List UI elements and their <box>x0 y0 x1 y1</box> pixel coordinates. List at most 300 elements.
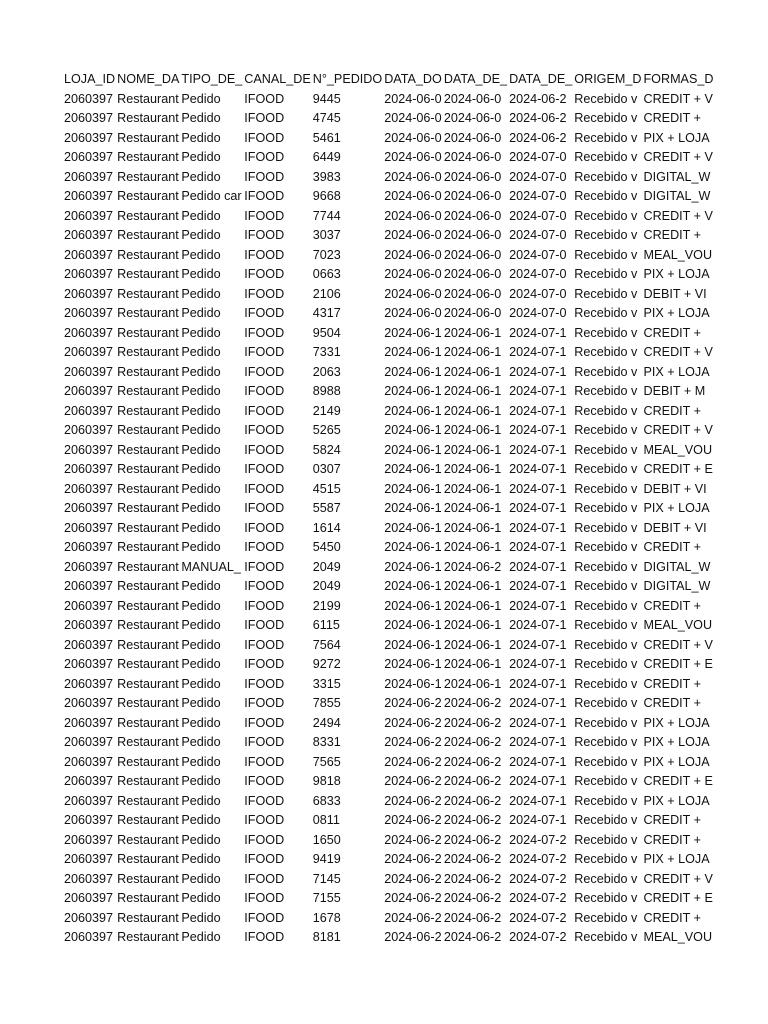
table-cell[interactable]: 2024-06-0 <box>443 111 502 125</box>
table-cell[interactable]: Recebido v <box>574 715 638 730</box>
table-cell[interactable]: Pedido <box>181 169 221 184</box>
table-cell[interactable]: 2060397 <box>64 208 114 223</box>
table-cell[interactable]: Pedido <box>181 111 221 125</box>
column-header[interactable]: DATA_DE_ <box>443 72 508 86</box>
table-cell[interactable]: Recebido v <box>574 325 638 340</box>
table-cell[interactable]: 2024-07-1 <box>509 423 567 437</box>
table-cell[interactable]: 2024-06-1 <box>443 403 502 418</box>
table-cell[interactable]: Restaurant <box>117 618 179 632</box>
table-cell[interactable]: 2060397 <box>64 735 114 749</box>
table-cell[interactable]: 2024-07-2 <box>509 930 567 944</box>
table-cell[interactable]: Restaurant <box>117 852 179 866</box>
table-cell[interactable]: 2024-06-1 <box>384 598 442 613</box>
table-cell[interactable]: CREDIT + V <box>643 150 713 164</box>
table-cell[interactable]: 8988 <box>312 384 341 398</box>
table-cell[interactable]: 2024-06-2 <box>443 832 502 847</box>
table-cell[interactable]: 2060397 <box>64 559 114 574</box>
table-cell[interactable]: Restaurant <box>117 442 179 457</box>
table-cell[interactable]: 2024-07-1 <box>509 325 567 340</box>
table-cell[interactable]: 3037 <box>312 228 341 242</box>
table-cell[interactable]: 2024-07-1 <box>509 598 567 613</box>
table-cell[interactable]: 2060397 <box>64 91 114 106</box>
table-cell[interactable]: Restaurant <box>117 364 179 379</box>
table-cell[interactable]: 2060397 <box>64 520 114 535</box>
table-cell[interactable]: IFOOD <box>244 306 285 320</box>
table-cell[interactable]: 2060397 <box>64 423 114 437</box>
table-cell[interactable]: Pedido <box>181 520 221 535</box>
table-cell[interactable]: Pedido <box>181 423 221 437</box>
table-cell[interactable]: 2024-06-1 <box>384 676 442 691</box>
table-cell[interactable]: 2024-06-1 <box>384 423 442 437</box>
table-cell[interactable]: IFOOD <box>244 345 285 359</box>
table-cell[interactable]: Pedido <box>181 832 221 847</box>
table-cell[interactable]: DIGITAL_W <box>643 579 711 593</box>
table-cell[interactable]: Pedido <box>181 267 221 281</box>
table-cell[interactable]: Recebido v <box>574 442 638 457</box>
table-cell[interactable]: 2024-06-1 <box>443 442 502 457</box>
table-cell[interactable]: Recebido v <box>574 813 638 827</box>
table-cell[interactable]: CREDIT + E <box>643 891 713 905</box>
table-cell[interactable]: Pedido <box>181 676 221 691</box>
table-cell[interactable]: 2049 <box>312 559 341 574</box>
table-cell[interactable]: 7145 <box>312 871 341 886</box>
table-cell[interactable]: Pedido <box>181 813 221 827</box>
table-cell[interactable]: Recebido v <box>574 540 638 554</box>
table-cell[interactable]: Recebido v <box>574 910 638 925</box>
table-cell[interactable]: 2024-06-2 <box>384 715 442 730</box>
table-cell[interactable]: Recebido v <box>574 579 638 593</box>
table-cell[interactable]: IFOOD <box>244 228 285 242</box>
table-cell[interactable]: IFOOD <box>244 325 285 340</box>
table-cell[interactable]: PIX + LOJA <box>643 306 710 320</box>
table-cell[interactable]: IFOOD <box>244 208 285 223</box>
table-cell[interactable]: DEBIT + VI <box>643 286 707 301</box>
table-cell[interactable]: IFOOD <box>244 384 285 398</box>
table-cell[interactable]: 2024-06-1 <box>384 345 442 359</box>
table-cell[interactable]: 2024-07-2 <box>509 871 567 886</box>
table-cell[interactable]: Pedido <box>181 930 221 944</box>
table-cell[interactable]: Restaurant <box>117 559 179 574</box>
column-header[interactable]: CANAL_DE <box>244 72 311 86</box>
table-cell[interactable]: Recebido v <box>574 306 638 320</box>
table-cell[interactable]: 2024-07-1 <box>509 618 567 632</box>
table-cell[interactable]: 2024-06-1 <box>384 501 442 515</box>
table-cell[interactable]: Recebido v <box>574 852 638 866</box>
table-cell[interactable]: 4515 <box>312 481 341 496</box>
table-cell[interactable]: 2024-06-1 <box>384 442 442 457</box>
table-cell[interactable]: Restaurant <box>117 696 179 710</box>
table-cell[interactable]: Restaurant <box>117 598 179 613</box>
table-cell[interactable]: Restaurant <box>117 793 179 808</box>
table-cell[interactable]: Pedido <box>181 286 221 301</box>
table-cell[interactable]: 2060397 <box>64 754 114 769</box>
table-cell[interactable]: Restaurant <box>117 774 179 788</box>
table-cell[interactable]: 2024-06-2 <box>443 696 502 710</box>
table-cell[interactable]: 2060397 <box>64 910 114 925</box>
table-cell[interactable]: 8331 <box>312 735 341 749</box>
table-cell[interactable]: 5824 <box>312 442 341 457</box>
table-cell[interactable]: IFOOD <box>244 832 285 847</box>
table-cell[interactable]: 2024-06-0 <box>443 247 502 262</box>
table-cell[interactable]: Restaurant <box>117 637 179 652</box>
table-cell[interactable]: 2024-06-0 <box>384 306 442 320</box>
table-cell[interactable]: Restaurant <box>117 481 179 496</box>
table-cell[interactable]: 2060397 <box>64 657 114 671</box>
table-cell[interactable]: MEAL_VOU <box>643 247 713 262</box>
table-cell[interactable]: 2024-07-2 <box>509 910 567 925</box>
table-cell[interactable]: 2024-06-2 <box>384 793 442 808</box>
table-cell[interactable]: Pedido <box>181 208 221 223</box>
table-cell[interactable]: 2024-07-0 <box>509 228 567 242</box>
table-cell[interactable]: 2024-07-0 <box>509 247 567 262</box>
table-cell[interactable]: Recebido v <box>574 228 638 242</box>
table-cell[interactable]: Pedido <box>181 130 221 145</box>
table-cell[interactable]: 2024-06-0 <box>443 228 502 242</box>
table-cell[interactable]: 2060397 <box>64 696 114 710</box>
table-cell[interactable]: 2024-06-1 <box>443 657 502 671</box>
table-cell[interactable]: Pedido <box>181 754 221 769</box>
table-cell[interactable]: 2024-06-0 <box>443 208 502 223</box>
table-cell[interactable]: Recebido v <box>574 559 638 574</box>
column-header[interactable]: NOME_DA <box>117 72 180 86</box>
table-cell[interactable]: 2024-07-1 <box>509 793 567 808</box>
table-cell[interactable]: 2024-07-1 <box>509 774 567 788</box>
table-cell[interactable]: 2024-06-2 <box>443 930 502 944</box>
table-cell[interactable]: 2024-06-1 <box>384 481 442 496</box>
table-cell[interactable]: IFOOD <box>244 364 285 379</box>
table-cell[interactable]: 4745 <box>312 111 341 125</box>
column-header[interactable]: DATA_DO <box>384 72 442 86</box>
table-cell[interactable]: 2149 <box>312 403 341 418</box>
table-cell[interactable]: IFOOD <box>244 735 285 749</box>
table-cell[interactable]: 2060397 <box>64 618 114 632</box>
table-cell[interactable]: 2024-07-1 <box>509 520 567 535</box>
table-cell[interactable]: Recebido v <box>574 345 638 359</box>
table-cell[interactable]: 2024-07-0 <box>509 150 567 164</box>
table-cell[interactable]: IFOOD <box>244 540 285 554</box>
table-cell[interactable]: 2024-06-2 <box>443 715 502 730</box>
table-cell[interactable]: 9272 <box>312 657 341 671</box>
table-cell[interactable]: IFOOD <box>244 247 285 262</box>
table-cell[interactable]: 2024-06-1 <box>384 540 442 554</box>
table-cell[interactable]: Recebido v <box>574 501 638 515</box>
table-cell[interactable]: CREDIT + V <box>643 345 713 359</box>
table-cell[interactable]: 3315 <box>312 676 341 691</box>
table-cell[interactable]: 2024-06-1 <box>443 520 502 535</box>
table-cell[interactable]: 5461 <box>312 130 341 145</box>
table-cell[interactable]: Restaurant <box>117 501 179 515</box>
table-cell[interactable]: 2024-07-1 <box>509 715 567 730</box>
table-cell[interactable]: 0811 <box>312 813 340 827</box>
table-cell[interactable]: 2024-07-1 <box>509 364 567 379</box>
table-cell[interactable]: 2060397 <box>64 306 114 320</box>
table-cell[interactable]: IFOOD <box>244 891 285 905</box>
table-cell[interactable]: 2024-06-2 <box>443 813 502 827</box>
table-cell[interactable]: CREDIT + <box>643 325 701 340</box>
table-cell[interactable]: 1614 <box>312 520 341 535</box>
table-cell[interactable]: IFOOD <box>244 910 285 925</box>
table-cell[interactable]: 2024-07-1 <box>509 579 567 593</box>
table-cell[interactable]: 2024-07-1 <box>509 813 567 827</box>
table-cell[interactable]: Restaurant <box>117 130 179 145</box>
table-cell[interactable]: Restaurant <box>117 520 179 535</box>
table-cell[interactable]: Recebido v <box>574 774 638 788</box>
table-cell[interactable]: 5265 <box>312 423 341 437</box>
table-cell[interactable]: Recebido v <box>574 91 638 106</box>
table-cell[interactable]: 2060397 <box>64 130 114 145</box>
table-cell[interactable]: 2060397 <box>64 462 114 476</box>
table-cell[interactable]: Restaurant <box>117 384 179 398</box>
table-cell[interactable]: 2024-06-2 <box>384 832 442 847</box>
table-cell[interactable]: Restaurant <box>117 286 179 301</box>
table-cell[interactable]: IFOOD <box>244 774 285 788</box>
table-cell[interactable]: Recebido v <box>574 462 638 476</box>
table-cell[interactable]: CREDIT + <box>643 910 701 925</box>
table-cell[interactable]: 2024-07-1 <box>509 501 567 515</box>
table-cell[interactable]: 2060397 <box>64 832 114 847</box>
table-cell[interactable]: CREDIT + <box>643 696 701 710</box>
table-cell[interactable]: 9419 <box>312 852 341 866</box>
table-cell[interactable]: Restaurant <box>117 579 179 593</box>
table-cell[interactable]: Restaurant <box>117 247 179 262</box>
table-cell[interactable]: Recebido v <box>574 169 638 184</box>
table-cell[interactable]: Recebido v <box>574 520 638 535</box>
table-cell[interactable]: Pedido <box>181 637 221 652</box>
table-cell[interactable]: Recebido v <box>574 267 638 281</box>
table-cell[interactable]: Pedido <box>181 91 221 106</box>
table-cell[interactable]: 6833 <box>312 793 341 808</box>
table-cell[interactable]: 2024-06-2 <box>443 774 502 788</box>
table-cell[interactable]: 2024-06-2 <box>509 111 567 125</box>
column-header[interactable]: N°_PEDIDO <box>312 72 383 86</box>
table-cell[interactable]: IFOOD <box>244 579 285 593</box>
table-cell[interactable]: 2024-07-1 <box>509 676 567 691</box>
table-cell[interactable]: IFOOD <box>244 169 285 184</box>
column-header[interactable]: TIPO_DE_ <box>181 72 243 86</box>
table-cell[interactable]: 2060397 <box>64 169 114 184</box>
table-cell[interactable]: 2024-07-2 <box>509 852 567 866</box>
table-cell[interactable]: Restaurant <box>117 403 179 418</box>
table-cell[interactable]: Restaurant <box>117 891 179 905</box>
table-cell[interactable]: 7855 <box>312 696 341 710</box>
table-cell[interactable]: 2024-06-0 <box>443 267 502 281</box>
table-cell[interactable]: DIGITAL_W <box>643 559 711 574</box>
table-cell[interactable]: 2024-06-2 <box>443 871 502 886</box>
table-cell[interactable]: 2060397 <box>64 891 114 905</box>
table-cell[interactable]: 1650 <box>312 832 341 847</box>
table-cell[interactable]: Recebido v <box>574 111 638 125</box>
table-cell[interactable]: 6115 <box>312 618 340 632</box>
table-cell[interactable]: 4317 <box>312 306 341 320</box>
table-cell[interactable]: Recebido v <box>574 754 638 769</box>
table-cell[interactable]: 2024-06-1 <box>443 325 502 340</box>
table-cell[interactable]: Restaurant <box>117 189 179 203</box>
table-cell[interactable]: Recebido v <box>574 189 638 203</box>
table-cell[interactable]: Restaurant <box>117 676 179 691</box>
table-cell[interactable]: 2060397 <box>64 715 114 730</box>
table-cell[interactable]: Restaurant <box>117 208 179 223</box>
table-cell[interactable]: 2024-06-2 <box>509 91 567 106</box>
table-cell[interactable]: 2024-06-2 <box>384 871 442 886</box>
table-cell[interactable]: 2060397 <box>64 384 114 398</box>
table-cell[interactable]: Recebido v <box>574 384 638 398</box>
table-cell[interactable]: Recebido v <box>574 657 638 671</box>
table-cell[interactable]: Restaurant <box>117 306 179 320</box>
table-cell[interactable]: 2024-07-1 <box>509 403 567 418</box>
table-cell[interactable]: IFOOD <box>244 676 285 691</box>
table-cell[interactable]: PIX + LOJA <box>643 735 710 749</box>
table-cell[interactable]: 2024-06-1 <box>443 637 502 652</box>
table-cell[interactable]: IFOOD <box>244 793 285 808</box>
table-cell[interactable]: 2494 <box>312 715 341 730</box>
table-cell[interactable]: Restaurant <box>117 540 179 554</box>
table-cell[interactable]: 2024-06-1 <box>443 481 502 496</box>
table-cell[interactable]: Pedido <box>181 540 221 554</box>
table-cell[interactable]: 2106 <box>312 286 341 301</box>
table-cell[interactable]: 0663 <box>312 267 341 281</box>
table-cell[interactable]: 2060397 <box>64 403 114 418</box>
table-cell[interactable]: Restaurant <box>117 111 179 125</box>
table-cell[interactable]: Pedido <box>181 598 221 613</box>
table-cell[interactable]: 2024-06-1 <box>443 598 502 613</box>
table-cell[interactable]: Pedido <box>181 150 221 164</box>
table-cell[interactable]: CREDIT + V <box>643 208 713 223</box>
table-cell[interactable]: Pedido <box>181 891 221 905</box>
table-cell[interactable]: IFOOD <box>244 481 285 496</box>
table-cell[interactable]: CREDIT + <box>643 813 701 827</box>
table-cell[interactable]: 2024-06-1 <box>443 579 502 593</box>
table-cell[interactable]: Pedido <box>181 462 221 476</box>
table-cell[interactable]: Recebido v <box>574 403 638 418</box>
table-cell[interactable]: 6449 <box>312 150 341 164</box>
table-cell[interactable]: 2024-06-2 <box>443 793 502 808</box>
table-cell[interactable]: PIX + LOJA <box>643 852 710 866</box>
table-cell[interactable]: 2060397 <box>64 793 114 808</box>
table-cell[interactable]: IFOOD <box>244 150 285 164</box>
table-cell[interactable]: Recebido v <box>574 696 638 710</box>
table-cell[interactable]: 2024-06-0 <box>443 150 502 164</box>
table-cell[interactable]: 2060397 <box>64 637 114 652</box>
table-cell[interactable]: 2024-06-0 <box>443 286 502 301</box>
table-cell[interactable]: Recebido v <box>574 481 638 496</box>
table-cell[interactable]: 2060397 <box>64 325 114 340</box>
table-cell[interactable]: Pedido <box>181 774 221 788</box>
table-cell[interactable]: Pedido car <box>181 189 242 203</box>
table-cell[interactable]: CREDIT + <box>643 598 701 613</box>
table-cell[interactable]: Restaurant <box>117 169 179 184</box>
table-cell[interactable]: IFOOD <box>244 618 285 632</box>
table-cell[interactable]: 2024-06-2 <box>384 852 442 866</box>
table-cell[interactable]: 2060397 <box>64 930 114 944</box>
table-cell[interactable]: 2024-06-1 <box>384 384 442 398</box>
table-cell[interactable]: 9445 <box>312 91 341 106</box>
table-cell[interactable]: PIX + LOJA <box>643 267 710 281</box>
table-cell[interactable]: DEBIT + M <box>643 384 706 398</box>
table-cell[interactable]: 2024-06-1 <box>384 637 442 652</box>
table-cell[interactable]: Pedido <box>181 579 221 593</box>
table-cell[interactable]: 2060397 <box>64 247 114 262</box>
table-cell[interactable]: IFOOD <box>244 189 285 203</box>
table-cell[interactable]: IFOOD <box>244 520 285 535</box>
table-cell[interactable]: 9818 <box>312 774 341 788</box>
table-cell[interactable]: 2024-07-1 <box>509 754 567 769</box>
table-cell[interactable]: 2024-07-0 <box>509 267 567 281</box>
table-cell[interactable]: CREDIT + V <box>643 637 713 652</box>
table-cell[interactable]: Recebido v <box>574 676 638 691</box>
table-cell[interactable]: 2024-06-1 <box>384 657 442 671</box>
table-cell[interactable]: 2024-06-1 <box>384 403 442 418</box>
table-cell[interactable]: Recebido v <box>574 891 638 905</box>
table-cell[interactable]: 7023 <box>312 247 341 262</box>
table-cell[interactable]: 2024-07-0 <box>509 169 567 184</box>
table-cell[interactable]: 2024-07-0 <box>509 189 567 203</box>
table-cell[interactable]: Restaurant <box>117 228 179 242</box>
table-cell[interactable]: CREDIT + E <box>643 462 713 476</box>
table-cell[interactable]: Recebido v <box>574 832 638 847</box>
table-cell[interactable]: 2024-06-0 <box>384 150 442 164</box>
table-cell[interactable]: 2024-07-1 <box>509 462 567 476</box>
table-cell[interactable]: 5587 <box>312 501 341 515</box>
table-cell[interactable]: Pedido <box>181 657 221 671</box>
table-cell[interactable]: 2024-06-1 <box>443 462 502 476</box>
table-cell[interactable]: 2024-07-1 <box>509 481 567 496</box>
table-cell[interactable]: 2024-06-2 <box>384 891 442 905</box>
table-cell[interactable]: 2060397 <box>64 676 114 691</box>
table-cell[interactable]: MEAL_VOU <box>643 618 713 632</box>
table-cell[interactable]: IFOOD <box>244 559 285 574</box>
table-cell[interactable]: 2024-06-0 <box>384 286 442 301</box>
table-cell[interactable]: CREDIT + E <box>643 774 713 788</box>
table-cell[interactable]: 1678 <box>312 910 341 925</box>
table-cell[interactable]: 2024-06-0 <box>443 189 502 203</box>
table-cell[interactable]: 2060397 <box>64 442 114 457</box>
table-cell[interactable]: CREDIT + <box>643 832 701 847</box>
table-cell[interactable]: IFOOD <box>244 657 285 671</box>
table-cell[interactable]: Pedido <box>181 910 221 925</box>
table-cell[interactable]: IFOOD <box>244 130 285 145</box>
table-cell[interactable]: Pedido <box>181 442 221 457</box>
table-cell[interactable]: Pedido <box>181 715 221 730</box>
table-cell[interactable]: Restaurant <box>117 657 179 671</box>
table-cell[interactable]: 2060397 <box>64 189 114 203</box>
table-cell[interactable]: 9504 <box>312 325 341 340</box>
table-cell[interactable]: 2024-06-0 <box>384 267 442 281</box>
table-cell[interactable]: 2024-06-2 <box>443 735 502 749</box>
table-cell[interactable]: 7331 <box>312 345 341 359</box>
table-cell[interactable]: Recebido v <box>574 286 638 301</box>
table-cell[interactable]: Recebido v <box>574 423 638 437</box>
column-header[interactable]: DATA_DE_ <box>509 72 573 86</box>
table-cell[interactable]: IFOOD <box>244 930 285 944</box>
table-cell[interactable]: IFOOD <box>244 696 285 710</box>
table-cell[interactable]: Pedido <box>181 696 221 710</box>
table-cell[interactable]: 2024-06-0 <box>443 130 502 145</box>
table-cell[interactable]: 7564 <box>312 637 341 652</box>
table-cell[interactable]: Recebido v <box>574 208 638 223</box>
table-cell[interactable]: 0307 <box>312 462 341 476</box>
table-cell[interactable]: 2024-06-2 <box>443 910 502 925</box>
table-cell[interactable]: 9668 <box>312 189 341 203</box>
table-cell[interactable]: Pedido <box>181 871 221 886</box>
table-cell[interactable]: Restaurant <box>117 345 179 359</box>
table-cell[interactable]: 2024-06-2 <box>384 754 442 769</box>
table-cell[interactable]: Restaurant <box>117 930 179 944</box>
table-cell[interactable]: 2024-06-1 <box>443 364 502 379</box>
table-cell[interactable]: 2060397 <box>64 598 114 613</box>
table-cell[interactable]: 2060397 <box>64 540 114 554</box>
table-cell[interactable]: 5450 <box>312 540 341 554</box>
table-cell[interactable]: Recebido v <box>574 598 638 613</box>
